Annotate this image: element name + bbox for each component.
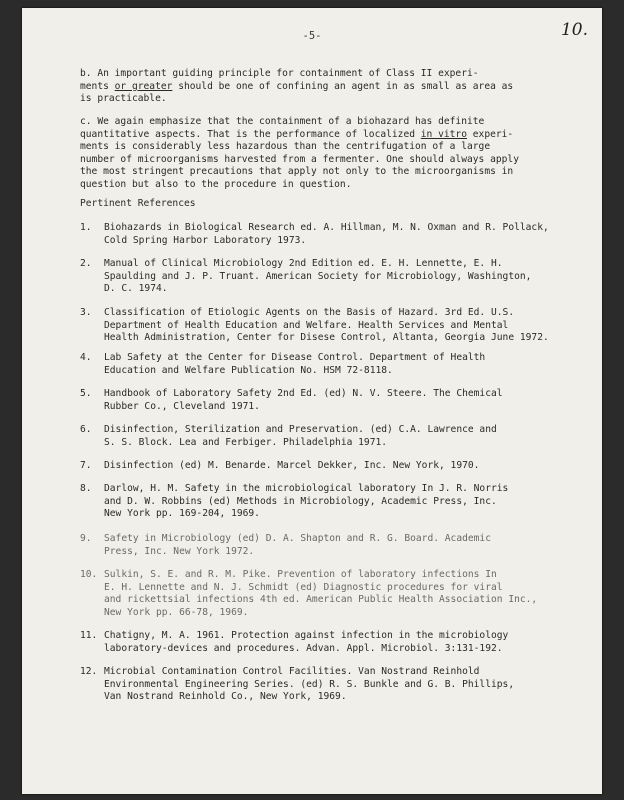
reference-item [80,424,600,449]
reference-item [80,352,600,377]
reference-item [80,388,600,413]
reference-item [80,222,600,247]
reference-number: 6. [80,424,92,435]
reference-number: 7. [80,460,92,471]
reference-text: Disinfection (ed) M. Benarde. Marcel Dekker, Inc. New York, 1970. [104,460,480,471]
reference-text: Biohazards in Biological Research ed. A. Hillman, M. N. Oxman and R. Pollack, Cold Spring Harbor Laboratory 1973. [104,222,549,246]
reference-text: Handbook of Laboratory Safety 2nd Ed. (ed) N. V. Steere. The Chemical Rubber Co., Cleveland 1971. [104,388,503,412]
reference-text: Darlow, H. M. Safety in the microbiological laboratory In J. R. Norris and D. W. Robbins (ed) Methods in Microbiology, Academic Press, Inc. New York pp. 169-204, 1969. [104,483,509,520]
paragraph-c-line2-suffix: experi- [467,128,514,140]
paragraph-c [80,116,580,192]
reference-text: Safety in Microbiology (ed) D. A. Shapton and R. G. Board. Academic Press, Inc. New York 1972. [104,533,491,557]
reference-item [80,460,600,473]
reference-text: Classification of Etiologic Agents on the Basis of Hazard. 3rd Ed. U.S. Department of Health Education and Welfare. Health Services and Mental Health Administration, Center for Disese Control, Altanta, Georgia June 1972. [104,307,549,344]
paragraph-c-line2-prefix: quantitative aspects. That is the performance of localized [80,128,421,140]
reference-text: Lab Safety at the Center for Disease Control. Department of Health Education and Welfare Publication No. HSM 72-8118. [104,352,486,376]
references-title: Pertinent References [80,198,196,209]
reference-item [80,483,600,521]
reference-number: 11. [80,630,98,641]
reference-number: 12. [80,666,98,677]
paragraph-c-underlined: in vitro [420,128,467,140]
paragraph-c-rest: ments is considerably less hazardous than the centrifugation of a large number of microorganisms harvested from a fermenter. One should always apply the most stringent precautions that apply not only to the microorganisms in question but also to the procedure in question. [80,141,519,190]
paragraph-b [80,68,580,106]
reference-text: Disinfection, Sterilization and Preservation. (ed) C.A. Lawrence and S. S. Block. Lea and Ferbiger. Philadelphia 1971. [104,424,497,448]
reference-text: Microbial Contamination Control Facilities. Van Nostrand Reinhold Environmental Engineering Series. (ed) R. S. Bunkle and G. B. Phillips, Van Nostrand Reinhold Co., New York, 1969. [104,666,515,703]
reference-item [80,533,600,558]
page-number: -5- [302,30,322,42]
reference-text: Chatigny, M. A. 1961. Protection against infection in the microbiology laboratory-devices and procedures. Advan. Appl. Microbiol. 3:131-192. [104,630,509,654]
reference-number: 10. [80,569,98,580]
reference-item [80,258,600,296]
reference-number: 9. [80,533,92,544]
reference-number: 4. [80,352,92,363]
paragraph-b-suffix: should be one of confining an agent in as small as area as is practicable. [80,80,514,105]
reference-item [80,307,600,345]
handwritten-page-number: 10. [560,20,588,40]
reference-number: 5. [80,388,92,399]
reference-number: 1. [80,222,92,233]
paragraph-b-underlined: or greater [114,80,173,92]
reference-item [80,630,600,655]
reference-text: Sulkin, S. E. and R. M. Pike. Prevention of laboratory infections In E. H. Lennette and N. J. Schmidt (ed) Diagnostic procedures for viral and rickettsial infections 4th ed. American Public Health Association Inc., New York pp. 66-78, 1969. [104,569,538,618]
reference-item [80,569,600,619]
reference-number: 2. [80,258,92,269]
reference-item [80,666,600,704]
reference-number: 8. [80,483,92,494]
paragraph-c-line1: c. We again emphasize that the containment of a biohazard has definite [80,116,485,127]
paragraph-b-prefix: b. An important guiding principle for containment of Class II experi- ments [80,68,479,92]
document-page [22,8,602,794]
reference-text: Manual of Clinical Microbiology 2nd Edition ed. E. H. Lennette, E. H. Spaulding and J. P. Truant. American Society for Microbiology, Washington, D. C. 1974. [104,258,532,295]
reference-number: 3. [80,307,92,318]
